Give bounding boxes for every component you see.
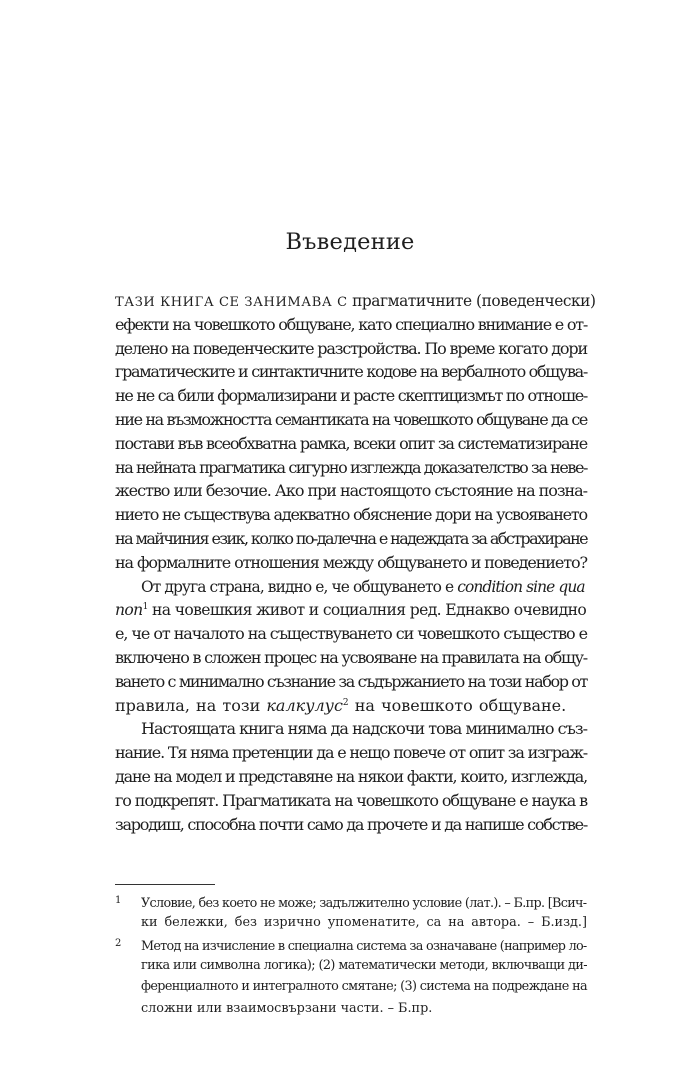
paragraph-1-line <box>115 289 596 313</box>
paragraph-2-line <box>115 598 587 622</box>
text-line: постави във всеобхватна рамка, всеки опит за систематизиране <box>115 433 587 453</box>
paragraph-1-line <box>115 456 587 480</box>
paragraph-2-line <box>115 622 587 646</box>
paragraph-3-line <box>115 765 587 789</box>
body-text <box>115 289 596 836</box>
text-line: го подкрепят. Прагматиката на човешкото общуване е наука в <box>115 790 588 810</box>
paragraph-1-line <box>115 313 587 337</box>
paragraph-1-line <box>115 337 587 361</box>
footnote-text: гика или символна логика); (2) математически методи, включващи ди- <box>141 957 588 973</box>
text-line: ние на възможността семантиката на човешкото общуване да се <box>115 409 587 429</box>
text-line: ването с минимално съзнание за съдържанието на този набор от <box>115 671 587 691</box>
lead-in-smallcaps: ТАЗИ КНИГА СЕ ЗАНИМАВА С <box>115 295 348 310</box>
footnote-text: сложни или взаимосвързани части. – Б.пр. <box>141 1000 433 1016</box>
footnote-text: Метод на изчисление в специална система за означаване (например ло- <box>141 939 587 955</box>
text-line: дане на модел и представяне на някои факти, които, изглежда, <box>115 766 588 786</box>
paragraph-2-line <box>115 646 587 670</box>
footnote-2-cont <box>115 955 587 977</box>
paragraph-1-line <box>115 527 587 551</box>
paragraph-2-line <box>115 694 587 718</box>
footnote-2-cont <box>115 976 587 998</box>
footnote-1-cont <box>115 912 587 934</box>
text-line: на майчиния език, колко по-далечна е надеждата за абстрахиране <box>115 528 588 548</box>
text-line: зародиш, способна почти само да прочете и да напише собстве- <box>115 814 588 834</box>
paragraph-3-line <box>115 813 587 837</box>
paragraph-2-line <box>115 670 587 694</box>
text-line: не не са били формализирани и расте скептицизмът по отноше- <box>115 386 587 406</box>
footnote-2-cont <box>115 998 587 1020</box>
footnote-ref-1[interactable]: 1 <box>142 602 148 613</box>
text-line: правила, на този <box>115 695 261 715</box>
text-line: ефекти на човешкото общуване, като специално внимание е от- <box>115 314 588 334</box>
footnote-text: Условие, без което не може; задължително условие (лат.). – Б.пр. [Всич- <box>141 896 587 911</box>
text-line: Настоящата книга няма да надскочи това минимално съз- <box>141 719 588 739</box>
latin-phrase-end: non <box>115 601 143 620</box>
footnotes <box>115 890 587 1020</box>
paragraph-1-line <box>115 503 587 527</box>
text-line: жество или безочие. Ако при настоящото състояние на позна- <box>115 481 588 501</box>
text-line: делено на поведенческите разстройства. По време когато дори <box>115 338 587 358</box>
text-line: включено в сложен процес на усвояване на правилата на общу- <box>115 647 587 667</box>
text-line: на формалните отношения между общуването и поведението? <box>115 552 587 572</box>
chapter-title: Въведение <box>285 229 415 255</box>
footnote-mark: 1 <box>115 895 121 906</box>
footnote-ref-2[interactable]: 2 <box>342 697 349 708</box>
text-line: прагматичните (поведенчески) <box>352 292 596 310</box>
footnote-separator <box>115 884 215 885</box>
paragraph-3-line <box>115 741 587 765</box>
footnote-text: ки бележки, без изрично упоменатите, са на автора. – Б.изд.] <box>141 914 587 930</box>
paragraph-3-line <box>115 789 587 813</box>
text-line: на човешкото общуване. <box>354 695 567 715</box>
footnote-2 <box>115 933 587 955</box>
paragraph-1-line <box>115 384 587 408</box>
paragraph-1-line <box>115 432 587 456</box>
text-line: нание. Тя няма претенции да е нещо повече от опит за изграж- <box>115 743 587 763</box>
footnote-1 <box>115 890 587 912</box>
text-line: е, че от началото на съществуването си човешкото същество е <box>115 624 588 644</box>
paragraph-1-line <box>115 408 587 432</box>
footnote-text: ференциалното и интегралното смятане; (3) система на подреждане на <box>141 979 587 995</box>
latin-phrase: condition sine qua <box>457 577 585 596</box>
text-line: От друга страна, видно е, че общуването е <box>141 577 454 596</box>
paragraph-2-line <box>115 575 587 599</box>
footnote-mark: 2 <box>115 938 121 950</box>
paragraph-1-line <box>115 360 587 384</box>
text-line: нието не съществува адекватно обяснение дори на усвояването <box>115 505 587 525</box>
text-line: на нейната прагматика сигурно изглежда доказателство за неве- <box>115 457 588 477</box>
text-line: на човешкия живот и социалния ред. Еднакво очевидно <box>151 601 587 620</box>
text-line: граматическите и синтактичните кодове на вербалното общува- <box>115 362 587 382</box>
paragraph-1-line <box>115 479 587 503</box>
paragraph-1-line <box>115 551 587 575</box>
paragraph-3-line <box>115 717 587 741</box>
italic-term: калкулус <box>266 695 343 715</box>
